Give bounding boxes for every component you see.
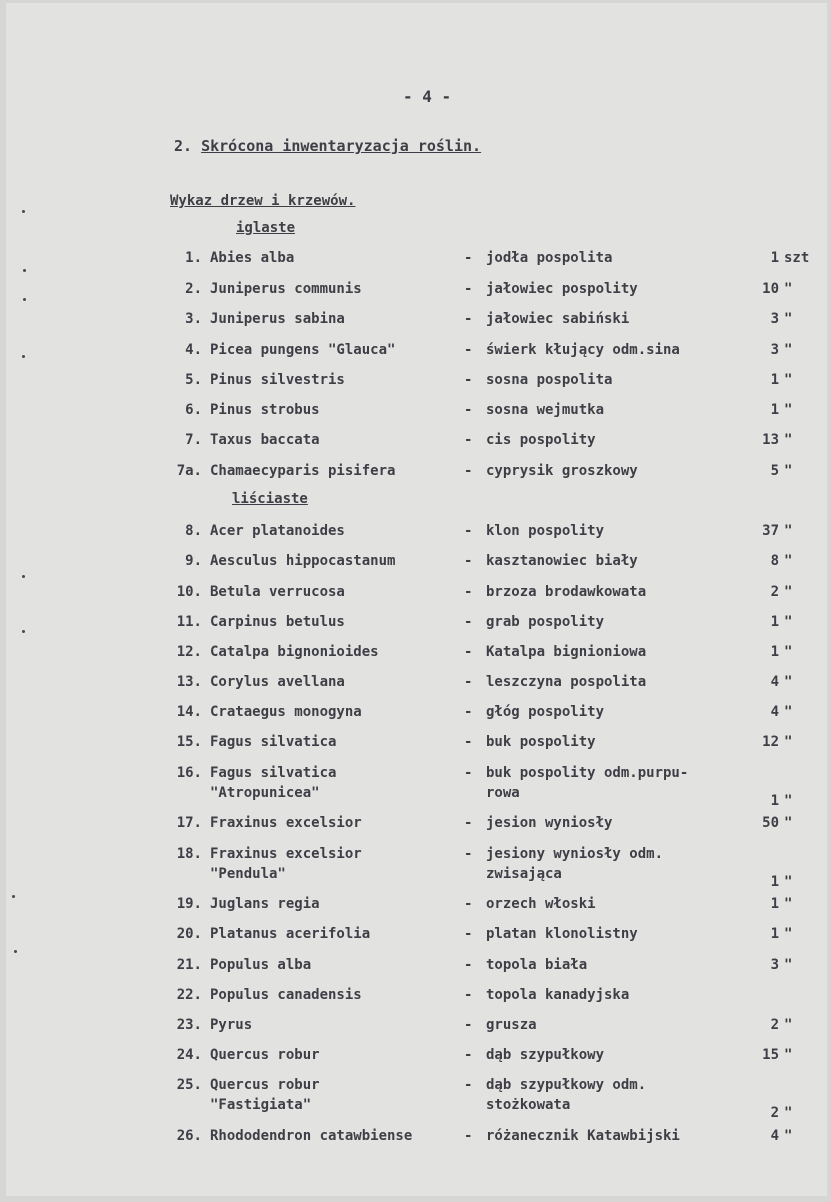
item-number: 24. bbox=[176, 1047, 202, 1063]
unit: " bbox=[784, 614, 793, 630]
section-title-text: Skrócona inwentaryzacja roślin. bbox=[201, 137, 482, 155]
quantity: 10 bbox=[762, 281, 779, 297]
margin-mark bbox=[14, 950, 17, 953]
quantity: 8 bbox=[770, 553, 779, 569]
unit: " bbox=[784, 896, 793, 912]
quantity: 3 bbox=[770, 957, 779, 973]
unit: " bbox=[784, 1128, 793, 1144]
table-row bbox=[6, 612, 827, 634]
polish-name: buk pospolity odm.purpu- bbox=[486, 765, 689, 781]
item-number: 7a. bbox=[176, 463, 202, 479]
latin-name: Populus canadensis bbox=[210, 987, 362, 1003]
polish-name: jałowiec pospolity bbox=[486, 281, 638, 297]
unit: " bbox=[784, 734, 793, 750]
quantity: 1 bbox=[770, 926, 779, 942]
polish-name-line2: zwisająca bbox=[486, 866, 562, 882]
latin-name: Quercus robur bbox=[210, 1047, 320, 1063]
unit: " bbox=[784, 815, 793, 831]
item-number: 22. bbox=[176, 987, 202, 1003]
dash-separator: - bbox=[464, 432, 473, 448]
table-row bbox=[6, 1126, 827, 1148]
quantity: 4 bbox=[770, 674, 779, 690]
table-row bbox=[6, 370, 827, 392]
dash-separator: - bbox=[464, 765, 473, 781]
unit: " bbox=[784, 463, 793, 479]
quantity: 2 bbox=[770, 584, 779, 600]
latin-name-line2: "Atropunicea" bbox=[210, 785, 320, 801]
latin-name: Carpinus betulus bbox=[210, 614, 345, 630]
item-number: 13. bbox=[176, 674, 202, 690]
unit: " bbox=[784, 523, 793, 539]
quantity: 2 bbox=[770, 1017, 779, 1033]
item-number: 7. bbox=[185, 432, 202, 448]
latin-name: Picea pungens "Glauca" bbox=[210, 342, 396, 358]
latin-name: Acer platanoides bbox=[210, 523, 345, 539]
margin-mark bbox=[22, 630, 25, 633]
polish-name: cyprysik groszkowy bbox=[486, 463, 638, 479]
quantity: 50 bbox=[762, 815, 779, 831]
table-row bbox=[6, 309, 827, 331]
latin-name: Aesculus hippocastanum bbox=[210, 553, 396, 569]
unit: " bbox=[784, 372, 793, 388]
dash-separator: - bbox=[464, 402, 473, 418]
dash-separator: - bbox=[464, 463, 473, 479]
polish-name: dąb szypułkowy odm. bbox=[486, 1077, 647, 1093]
latin-name-line2: "Pendula" bbox=[210, 866, 286, 882]
item-number: 6. bbox=[185, 402, 202, 418]
quantity: 3 bbox=[770, 342, 779, 358]
table-row bbox=[6, 763, 827, 807]
latin-name: Abies alba bbox=[210, 250, 295, 266]
quantity: 15 bbox=[762, 1047, 779, 1063]
table-row bbox=[6, 461, 827, 483]
polish-name: cis pospolity bbox=[486, 432, 596, 448]
item-number: 23. bbox=[176, 1017, 202, 1033]
table-row bbox=[6, 985, 827, 1007]
item-number: 2. bbox=[185, 281, 202, 297]
unit: " bbox=[784, 926, 793, 942]
unit: " bbox=[784, 874, 793, 890]
polish-name: grusza bbox=[486, 1017, 537, 1033]
unit: " bbox=[784, 311, 793, 327]
item-number: 1. bbox=[185, 250, 202, 266]
quantity: 1 bbox=[770, 644, 779, 660]
item-number: 14. bbox=[176, 704, 202, 720]
margin-mark bbox=[12, 895, 15, 898]
dash-separator: - bbox=[464, 734, 473, 750]
polish-name: buk pospolity bbox=[486, 734, 596, 750]
latin-name: Pinus strobus bbox=[210, 402, 320, 418]
unit: " bbox=[784, 402, 793, 418]
latin-name: Rhododendron catawbiense bbox=[210, 1128, 413, 1144]
dash-separator: - bbox=[464, 896, 473, 912]
table-row bbox=[6, 894, 827, 916]
list-heading: Wykaz drzew i krzewów. bbox=[170, 193, 356, 209]
unit: " bbox=[784, 553, 793, 569]
item-number: 25. bbox=[176, 1077, 202, 1093]
dash-separator: - bbox=[464, 250, 473, 266]
polish-name: świerk kłujący odm.sina bbox=[486, 342, 680, 358]
item-number: 12. bbox=[176, 644, 202, 660]
item-number: 18. bbox=[176, 846, 202, 862]
quantity: 1 bbox=[770, 250, 779, 266]
latin-name: Populus alba bbox=[210, 957, 312, 973]
latin-name: Corylus avellana bbox=[210, 674, 345, 690]
table-row bbox=[6, 248, 827, 270]
unit: " bbox=[784, 674, 793, 690]
table-row bbox=[6, 955, 827, 977]
item-number: 9. bbox=[185, 553, 202, 569]
polish-name: jesiony wyniosły odm. bbox=[486, 846, 664, 862]
item-number: 20. bbox=[176, 926, 202, 942]
quantity: 3 bbox=[770, 311, 779, 327]
item-number: 16. bbox=[176, 765, 202, 781]
table-row bbox=[6, 844, 827, 888]
latin-name: Platanus acerifolia bbox=[210, 926, 371, 942]
polish-name: klon pospolity bbox=[486, 523, 605, 539]
latin-name: Taxus baccata bbox=[210, 432, 320, 448]
quantity: 1 bbox=[770, 614, 779, 630]
unit: " bbox=[784, 793, 793, 809]
latin-name: Quercus robur bbox=[210, 1077, 320, 1093]
unit: " bbox=[784, 1047, 793, 1063]
dash-separator: - bbox=[464, 987, 473, 1003]
section-number: 2. bbox=[174, 137, 193, 155]
polish-name: jesion wyniosły bbox=[486, 815, 613, 831]
table-row bbox=[6, 400, 827, 422]
table-row bbox=[6, 551, 827, 573]
polish-name-line2: rowa bbox=[486, 785, 520, 801]
latin-name: Juniperus communis bbox=[210, 281, 362, 297]
polish-name: platan klonolistny bbox=[486, 926, 638, 942]
table-row bbox=[6, 521, 827, 543]
polish-name: grab pospolity bbox=[486, 614, 605, 630]
polish-name: różanecznik Katawbijski bbox=[486, 1128, 680, 1144]
quantity: 1 bbox=[770, 402, 779, 418]
margin-mark bbox=[22, 575, 25, 578]
dash-separator: - bbox=[464, 1128, 473, 1144]
dash-separator: - bbox=[464, 614, 473, 630]
latin-name: Fagus silvatica bbox=[210, 765, 337, 781]
table-row bbox=[6, 1045, 827, 1067]
dash-separator: - bbox=[464, 584, 473, 600]
unit: " bbox=[784, 281, 793, 297]
unit: " bbox=[784, 432, 793, 448]
table-row bbox=[6, 1015, 827, 1037]
polish-name: orzech włoski bbox=[486, 896, 596, 912]
quantity: 4 bbox=[770, 704, 779, 720]
item-number: 8. bbox=[185, 523, 202, 539]
table-row bbox=[6, 340, 827, 362]
dash-separator: - bbox=[464, 1047, 473, 1063]
margin-mark bbox=[23, 298, 26, 301]
table-row bbox=[6, 732, 827, 754]
polish-name: sosna wejmutka bbox=[486, 402, 605, 418]
quantity: 37 bbox=[762, 523, 779, 539]
quantity: 1 bbox=[770, 793, 779, 809]
dash-separator: - bbox=[464, 311, 473, 327]
polish-name: Katalpa bignioniowa bbox=[486, 644, 647, 660]
quantity: 12 bbox=[762, 734, 779, 750]
margin-mark bbox=[23, 269, 26, 272]
latin-name: Fraxinus excelsior bbox=[210, 815, 362, 831]
unit: " bbox=[784, 957, 793, 973]
polish-name: jałowiec sabiński bbox=[486, 311, 630, 327]
quantity: 13 bbox=[762, 432, 779, 448]
dash-separator: - bbox=[464, 523, 473, 539]
latin-name: Fagus silvatica bbox=[210, 734, 337, 750]
group-label: iglaste bbox=[236, 220, 296, 236]
polish-name: dąb szypułkowy bbox=[486, 1047, 605, 1063]
unit: " bbox=[784, 1105, 793, 1121]
quantity: 1 bbox=[770, 372, 779, 388]
latin-name-line2: "Fastigiata" bbox=[210, 1097, 312, 1113]
latin-name: Juglans regia bbox=[210, 896, 320, 912]
quantity: 4 bbox=[770, 1128, 779, 1144]
quantity: 2 bbox=[770, 1105, 779, 1121]
item-number: 10. bbox=[176, 584, 202, 600]
item-number: 3. bbox=[185, 311, 202, 327]
unit: " bbox=[784, 584, 793, 600]
table-row bbox=[6, 430, 827, 452]
dash-separator: - bbox=[464, 846, 473, 862]
item-number: 26. bbox=[176, 1128, 202, 1144]
polish-name: topola biała bbox=[486, 957, 588, 973]
latin-name: Betula verrucosa bbox=[210, 584, 345, 600]
dash-separator: - bbox=[464, 957, 473, 973]
unit: " bbox=[784, 704, 793, 720]
polish-name: kasztanowiec biały bbox=[486, 553, 638, 569]
item-number: 5. bbox=[185, 372, 202, 388]
item-number: 15. bbox=[176, 734, 202, 750]
quantity: 5 bbox=[770, 463, 779, 479]
polish-name: sosna pospolita bbox=[486, 372, 613, 388]
polish-name-line2: stożkowata bbox=[486, 1097, 571, 1113]
table-row bbox=[6, 582, 827, 604]
dash-separator: - bbox=[464, 1017, 473, 1033]
dash-separator: - bbox=[464, 553, 473, 569]
dash-separator: - bbox=[464, 926, 473, 942]
dash-separator: - bbox=[464, 342, 473, 358]
quantity: 1 bbox=[770, 896, 779, 912]
dash-separator: - bbox=[464, 815, 473, 831]
table-row bbox=[6, 1075, 827, 1119]
table-row bbox=[6, 642, 827, 664]
quantity: 1 bbox=[770, 874, 779, 890]
unit: " bbox=[784, 1017, 793, 1033]
item-number: 17. bbox=[176, 815, 202, 831]
dash-separator: - bbox=[464, 372, 473, 388]
margin-mark bbox=[22, 210, 25, 213]
dash-separator: - bbox=[464, 704, 473, 720]
table-row bbox=[6, 702, 827, 724]
latin-name: Pinus silvestris bbox=[210, 372, 345, 388]
latin-name: Juniperus sabina bbox=[210, 311, 345, 327]
table-row bbox=[6, 813, 827, 835]
margin-mark bbox=[22, 355, 25, 358]
polish-name: topola kanadyjska bbox=[486, 987, 630, 1003]
latin-name: Pyrus bbox=[210, 1017, 253, 1033]
polish-name: leszczyna pospolita bbox=[486, 674, 647, 690]
latin-name: Crataegus monogyna bbox=[210, 704, 362, 720]
dash-separator: - bbox=[464, 1077, 473, 1093]
section-title bbox=[174, 137, 481, 155]
latin-name: Fraxinus excelsior bbox=[210, 846, 362, 862]
group-label: liściaste bbox=[232, 491, 308, 507]
polish-name: głóg pospolity bbox=[486, 704, 605, 720]
polish-name: brzoza brodawkowata bbox=[486, 584, 647, 600]
item-number: 21. bbox=[176, 957, 202, 973]
table-row bbox=[6, 672, 827, 694]
item-number: 4. bbox=[185, 342, 202, 358]
dash-separator: - bbox=[464, 674, 473, 690]
dash-separator: - bbox=[464, 644, 473, 660]
item-number: 11. bbox=[176, 614, 202, 630]
document-page bbox=[6, 3, 827, 1196]
unit: " bbox=[784, 644, 793, 660]
table-row bbox=[6, 279, 827, 301]
latin-name: Catalpa bignonioides bbox=[210, 644, 379, 660]
unit: szt bbox=[784, 250, 810, 266]
latin-name: Chamaecyparis pisifera bbox=[210, 463, 396, 479]
dash-separator: - bbox=[464, 281, 473, 297]
polish-name: jodła pospolita bbox=[486, 250, 613, 266]
item-number: 19. bbox=[176, 896, 202, 912]
page-number: - 4 - bbox=[403, 87, 452, 106]
unit: " bbox=[784, 342, 793, 358]
table-row bbox=[6, 924, 827, 946]
